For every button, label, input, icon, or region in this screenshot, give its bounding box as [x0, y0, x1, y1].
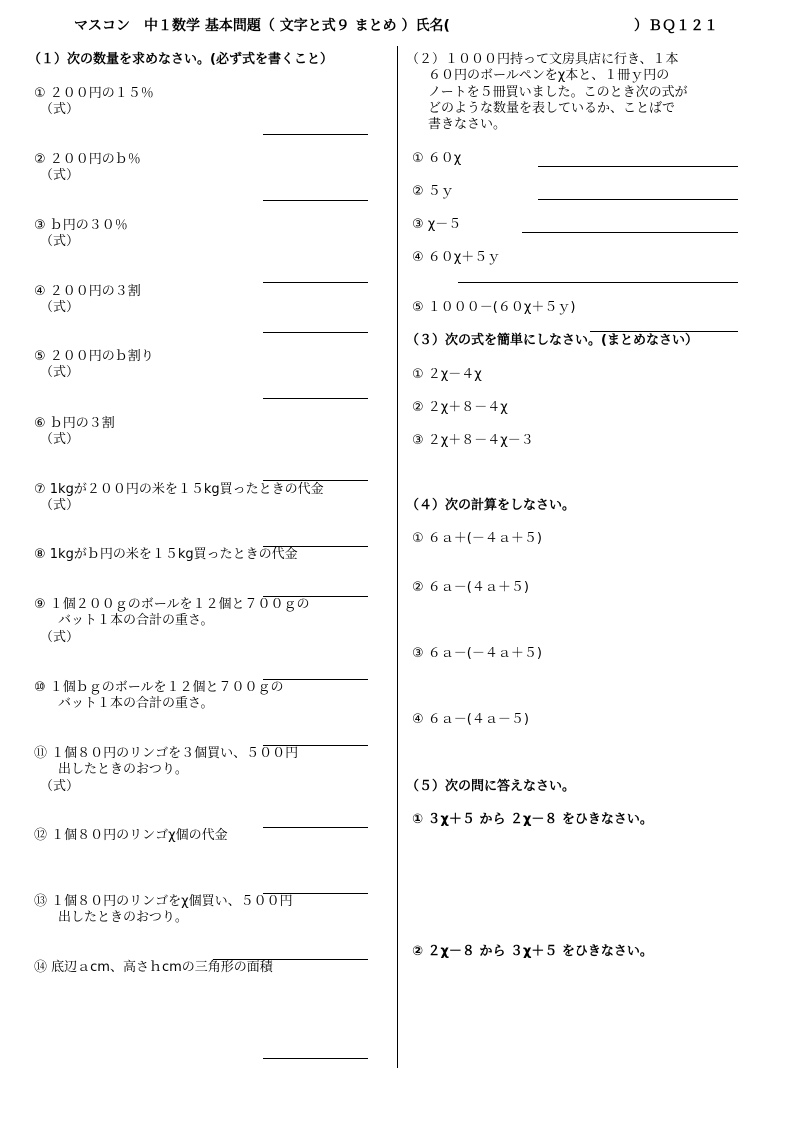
formula-label: （式） — [40, 630, 80, 645]
worksheet-code: ）ＢＱ１２１ — [634, 18, 718, 34]
question-5-1: ① ３χ＋５ から ２χ－８ をひきなさい。 — [412, 812, 653, 827]
question-3-3: ③ ２χ＋８－４χ－３ — [412, 433, 534, 448]
question-3-2: ② ２χ＋８－４χ — [412, 400, 508, 415]
answer-line — [263, 398, 368, 399]
formula-label: （式） — [40, 102, 80, 117]
question-1-14: ⑭ 底辺ａcm、高さｈcmの三角形の面積 — [34, 960, 273, 975]
section2-line1: （２）１０００円持って文房具店に行き、１本 — [406, 52, 679, 67]
formula-label: （式） — [40, 365, 80, 380]
question-1-4: ④ ２００円の３割 — [34, 284, 141, 299]
formula-label: （式） — [40, 779, 80, 794]
section2-line2: ６０円のボールペンをχ本と、１冊ｙ円の — [428, 68, 670, 83]
question-2-2: ② ５ｙ — [412, 184, 454, 199]
question-1-10: ⑩ １個ｂｇのボールを１２個と７００ｇの — [34, 680, 284, 695]
section4-heading: （４）次の計算をしなさい。 — [406, 498, 576, 513]
answer-line — [263, 134, 368, 135]
formula-label: （式） — [40, 168, 80, 183]
answer-line — [590, 331, 738, 332]
question-2-5: ⑤ １０００－(６０χ＋５ｙ) — [412, 300, 576, 315]
question-1-7: ⑦ 1kgが２００円の米を１５kg買ったときの代金 — [34, 482, 324, 497]
answer-line — [263, 827, 368, 828]
question-1-10-cont: バット１本の合計の重さ。 — [58, 696, 214, 711]
formula-label: （式） — [40, 300, 80, 315]
question-2-4: ④ ６０χ＋５ｙ — [412, 250, 501, 265]
question-1-9: ⑨ １個２００ｇのボールを１２個と７００ｇの — [34, 597, 310, 612]
formula-label: （式） — [40, 234, 80, 249]
section3-heading: （３）次の式を簡単にしなさい。(まとめなさい） — [406, 333, 698, 348]
question-1-11-cont: 出したときのおつり。 — [58, 762, 188, 777]
question-1-11: ⑪ １個８０円のリンゴを３個買い、５００円 — [34, 746, 299, 761]
question-4-1: ① ６ａ＋(－４ａ＋５) — [412, 531, 542, 546]
answer-line — [263, 1058, 368, 1059]
question-1-6: ⑥ ｂ円の３割 — [34, 416, 115, 431]
question-4-4: ④ ６ａ－(４ａ－５) — [412, 712, 529, 727]
answer-line — [522, 232, 738, 233]
question-3-1: ① ２χ－４χ — [412, 367, 482, 382]
section2-line3: ノートを５冊買いました。このとき次の式が — [428, 85, 688, 100]
question-1-13-cont: 出したときのおつり。 — [58, 910, 188, 925]
answer-line — [263, 282, 368, 283]
section5-heading: （５）次の問に答えなさい。 — [406, 779, 576, 794]
answer-line — [458, 282, 738, 283]
question-5-2: ② ２χ－８ から ３χ＋５ をひきなさい。 — [412, 944, 653, 959]
question-1-1: ① ２００円の１５％ — [34, 86, 154, 101]
answer-line — [538, 166, 738, 167]
question-2-1: ① ６０χ — [412, 151, 462, 166]
formula-label: （式） — [40, 498, 80, 513]
question-1-2: ② ２００円のｂ％ — [34, 152, 141, 167]
question-1-3: ③ ｂ円の３０％ — [34, 218, 128, 233]
formula-label: （式） — [40, 432, 80, 447]
section2-line5: 書きなさい。 — [428, 117, 507, 132]
answer-line — [538, 199, 738, 200]
question-1-9-cont: バット１本の合計の重さ。 — [58, 613, 214, 628]
question-1-5: ⑤ ２００円のｂ割り — [34, 349, 154, 364]
question-4-3: ③ ６ａ－(－４ａ＋５) — [412, 646, 542, 661]
section1-heading: （１）次の数量を求めなさい。(必ず式を書くこと） — [28, 52, 333, 67]
question-1-13: ⑬ １個８０円のリンゴをχ個買い、５００円 — [34, 894, 293, 909]
answer-line — [263, 200, 368, 201]
question-1-8: ⑧ 1kgがｂ円の米を１５kg買ったときの代金 — [34, 547, 298, 562]
worksheet-title: マスコン 中１数学 基本問題（ 文字と式９ まとめ ）氏名( — [74, 18, 450, 34]
question-4-2: ② ６ａ－(４ａ＋５) — [412, 580, 529, 595]
question-2-3: ③ χ－５ — [412, 217, 462, 232]
answer-line — [263, 480, 368, 481]
question-1-12: ⑫ １個８０円のリンゴχ個の代金 — [34, 828, 228, 843]
column-divider — [397, 46, 398, 1068]
answer-line — [263, 332, 368, 333]
section2-line4: どのような数量を表しているか、ことばで — [428, 101, 676, 116]
